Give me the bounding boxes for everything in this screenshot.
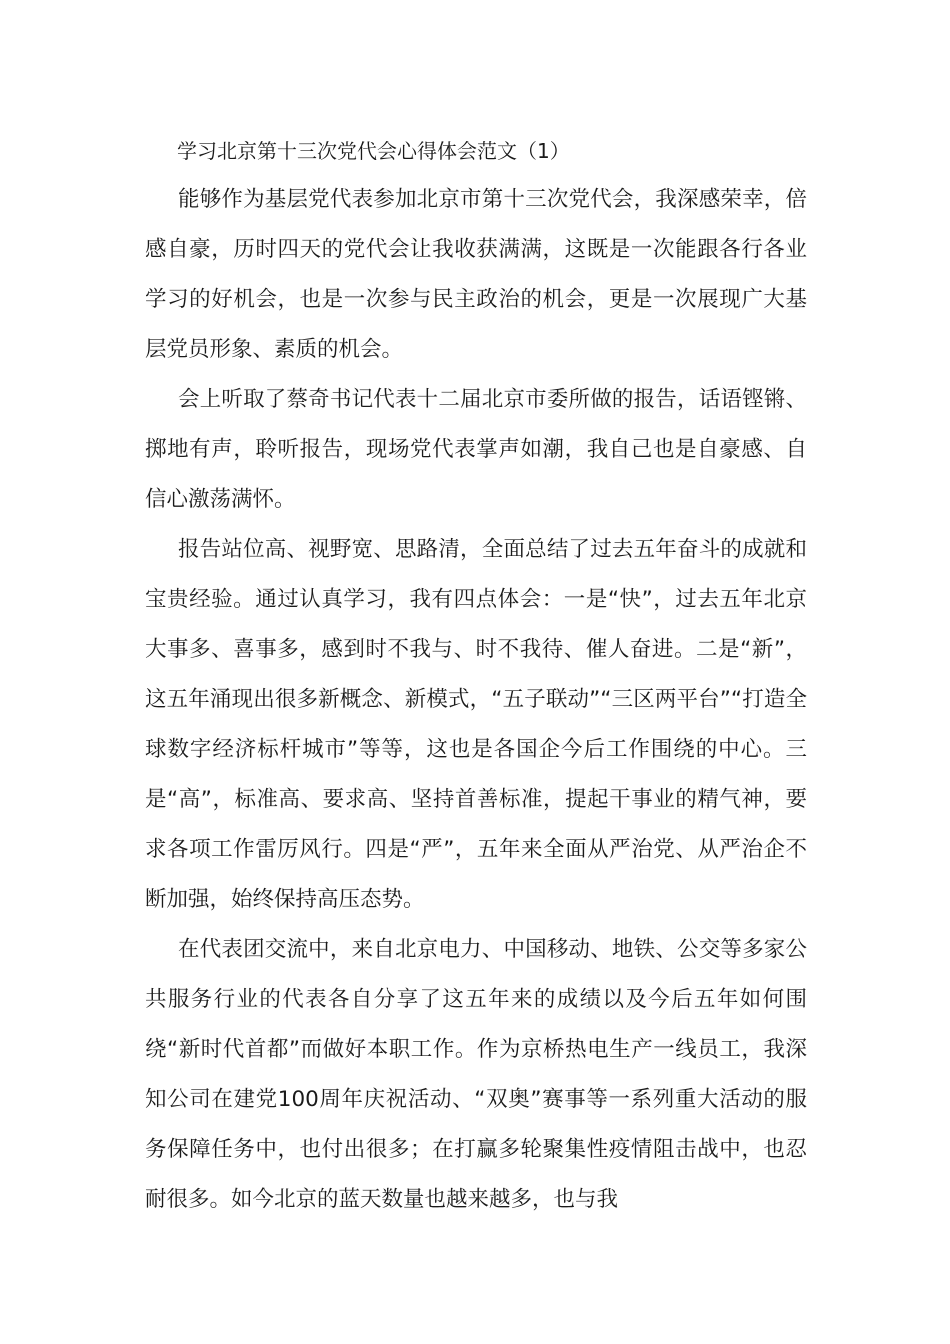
paragraph-4: 在代表团交流中，来自北京电力、中国移动、地铁、公交等多家公共服务行业的代表各自分享了这五年来的成绩以及今后五年如何围绕“新时代首都”而做好本职工作。作为京桥热电生产一线员工，我深知公司在建党100周年庆祝活动、“双奥”赛事等一系列重大活动的服务保障任务中，也付出很多；在打赢多轮聚集性疫情阻击战中，也忍耐很多。如今北京的蓝天数量也越来越多，也与我	[145, 937, 807, 1212]
document-body	[145, 127, 807, 1225]
paragraph-2: 会上听取了蔡奇书记代表十二届北京市委所做的报告，话语铿锵、掷地有声，聆听报告，现场党代表掌声如潮，我自己也是自豪感、自信心激荡满怀。	[145, 387, 807, 512]
paragraph-3: 报告站位高、视野宽、思路清，全面总结了过去五年奋斗的成就和宝贵经验。通过认真学习，我有四点体会：一是“快”，过去五年北京大事多、喜事多，感到时不我与、时不我待、催人奋进。二是“新”，这五年涌现出很多新概念、新模式，“五子联动”“三区两平台”“打造全球数字经济标杆城市”等等，这也是各国企今后工作围绕的中心。三是“高”，标准高、要求高、坚持首善标准，提起干事业的精气神，要求各项工作雷厉风行。四是“严”，五年来全面从严治党、从严治企不断加强，始终保持高压态势。	[145, 537, 807, 912]
document-title: 学习北京第十三次党代会心得体会范文（1）	[177, 139, 570, 163]
paragraph-1: 能够作为基层党代表参加北京市第十三次党代会，我深感荣幸，倍感自豪，历时四天的党代会让我收获满满，这既是一次能跟各行各业学习的好机会，也是一次参与民主政治的机会，更是一次展现广大基层党员形象、素质的机会。	[145, 187, 807, 362]
